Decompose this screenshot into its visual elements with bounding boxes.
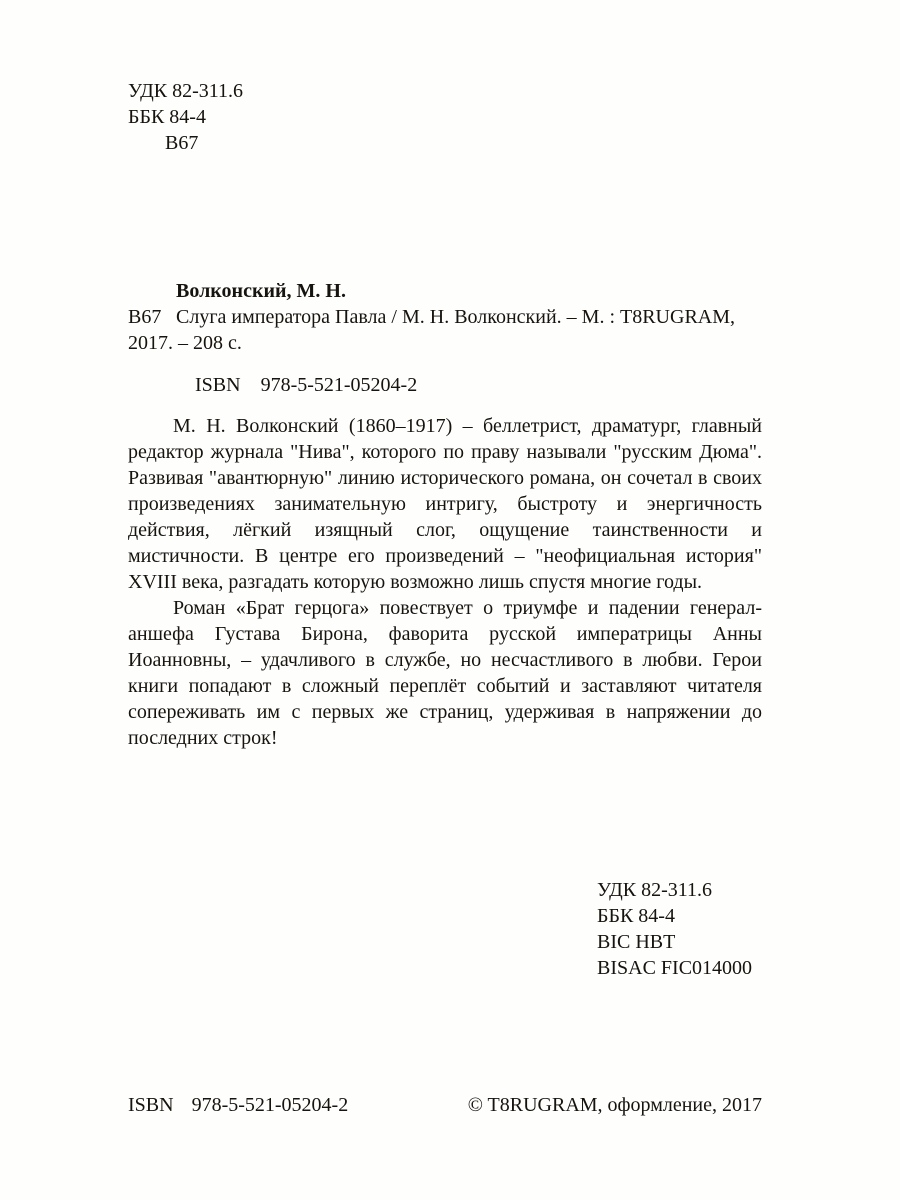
- bottom-classification-block: [597, 877, 762, 981]
- footer: [128, 1092, 762, 1118]
- top-classification-block: [128, 78, 762, 156]
- bbk-code-bottom: ББК 84-4: [597, 905, 675, 927]
- footer-isbn-number: 978-5-521-05204-2: [191, 1094, 349, 1116]
- footer-isbn: [128, 1092, 348, 1118]
- annotation-paragraph-1: М. Н. Волконский (1860–1917) – беллетрист, драматург, главный редактор журнала "Нива", которого по праву называли "русским Дюма". Развивая "авантюрную" линию исторического романа, он сочетал в своих произведениях занимательную интригу, быстроту и энергичность действия, лёгкий изящный слог, ощущение таинственности и мистичности. В центре его произведений – "неофициальная история" XVIII века, разгадать которую возможно лишь спустя многие годы.: [128, 415, 762, 593]
- copyright-notice: © T8RUGRAM, оформление, 2017: [467, 1094, 762, 1116]
- bbk-code-top: ББК 84-4: [128, 106, 206, 128]
- isbn-number: 978-5-521-05204-2: [260, 374, 418, 396]
- catalog-entry: [128, 304, 762, 356]
- bisac-code: BISAC FIC014000: [597, 957, 753, 979]
- isbn-line: [195, 372, 762, 398]
- annotation-block: [128, 413, 762, 751]
- cataloging-block: [128, 278, 762, 398]
- catalog-entry-text: Слуга императора Павла / М. Н. Волконский. – М. : T8RUGRAM, 2017. – 208 с.: [128, 306, 736, 354]
- footer-isbn-label: ISBN: [128, 1094, 174, 1116]
- author-sign-top: В67: [165, 132, 199, 154]
- udk-code-top: УДК 82-311.6: [128, 80, 244, 102]
- author-sign: В67: [128, 306, 162, 328]
- isbn-label: ISBN: [195, 374, 241, 396]
- annotation-paragraph-2: Роман «Брат герцога» повествует о триумфе и падении генерал-аншефа Густава Бирона, фаворита русской императрицы Анны Иоанновны, – удачливого в службе, но несчастливого в любви. Герои книги попадают в сложный переплёт событий и заставляют читателя сопереживать им с первых же страниц, удерживая в напряжении до последних строк!: [128, 597, 762, 749]
- udk-code-bottom: УДК 82-311.6: [597, 879, 713, 901]
- bic-code: BIC HBT: [597, 931, 676, 953]
- author-heading: Волконский, М. Н.: [176, 280, 346, 302]
